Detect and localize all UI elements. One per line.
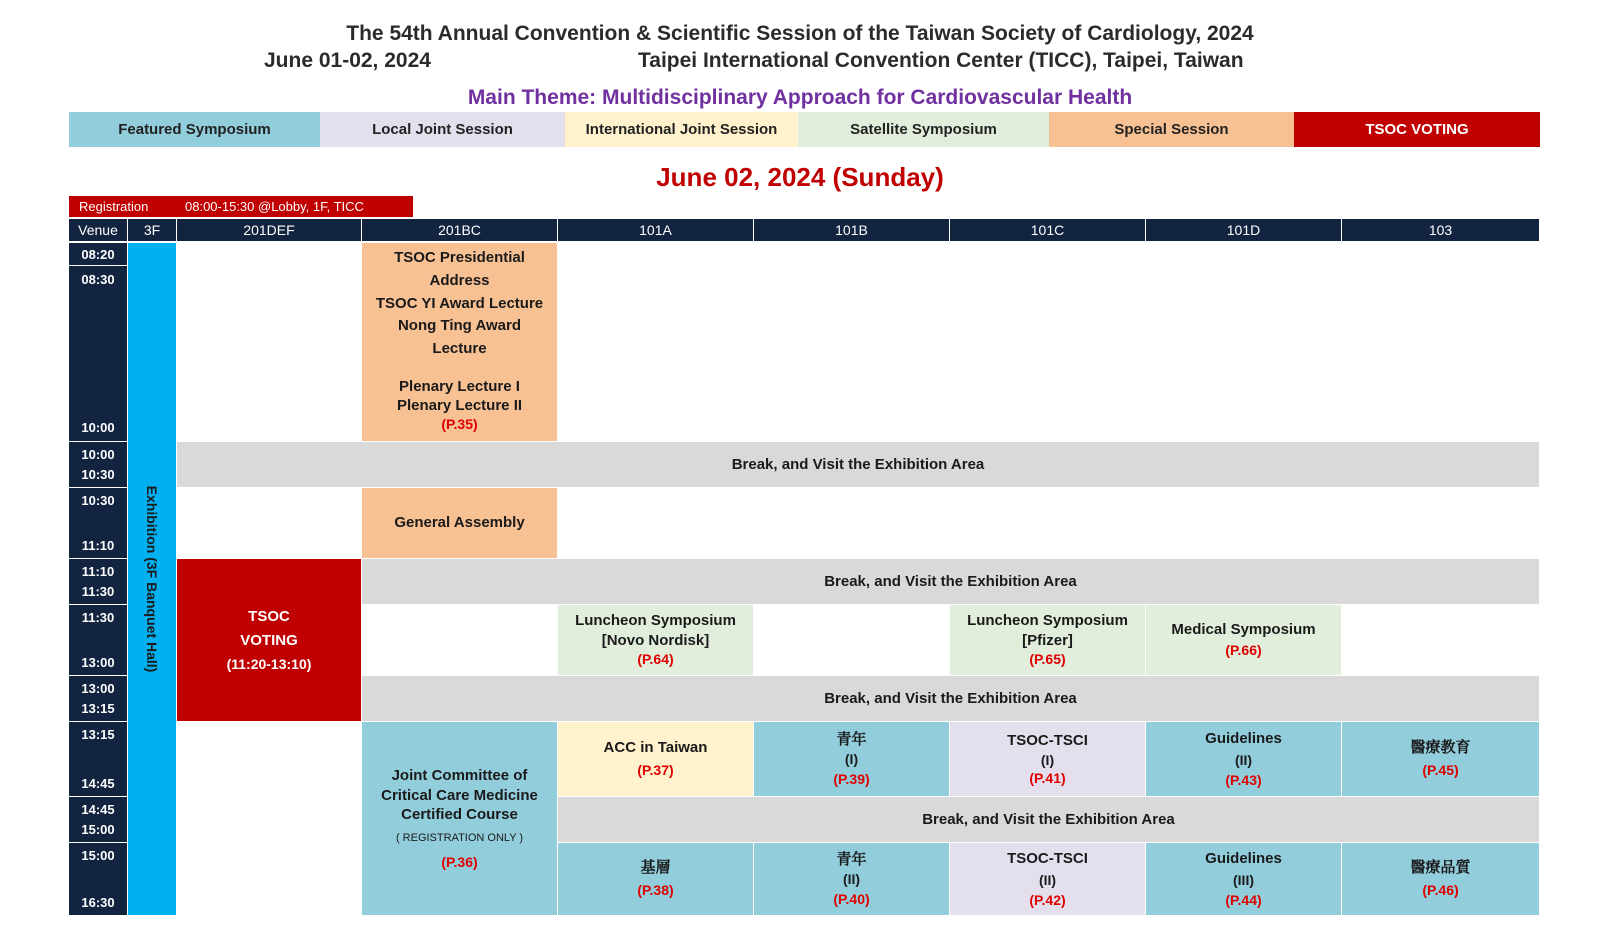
legend-special-session: Special Session — [1049, 112, 1294, 147]
session-tsoc-tsci-1[interactable] — [950, 722, 1145, 796]
registration-detail: 08:00-15:30 @Lobby, 1F, TICC — [185, 199, 364, 214]
page-ref: (P.66) — [1225, 641, 1262, 658]
time-end: 11:30 — [81, 584, 115, 599]
main-theme: Main Theme: Multidisciplinary Approach for Cardiovascular Health — [467, 86, 1133, 109]
column-header-3f: 3F — [128, 219, 176, 241]
event-dates: June 01-02, 2024 — [264, 49, 431, 72]
break-row-1300: Break, and Visit the Exhibition Area — [362, 676, 1539, 721]
column-header-101a: 101A — [558, 219, 753, 241]
time-slot-0830 — [69, 266, 127, 441]
session-title: 基層 — [640, 859, 671, 877]
session-line: Lecture — [432, 340, 487, 358]
page-ref: (P.64) — [637, 651, 674, 668]
session-title: 醫療品質 — [1410, 859, 1471, 877]
session-part: (I) — [844, 750, 859, 767]
time-start: 14:45 — [81, 802, 115, 817]
session-note: ( REGISTRATION ONLY ) — [395, 831, 524, 844]
page-ref: (P.38) — [637, 881, 674, 898]
session-part: (II) — [1038, 871, 1057, 888]
page-ref: (P.36) — [441, 853, 478, 870]
session-tsoc-tsci-2[interactable] — [950, 843, 1145, 915]
registration-label: Registration — [79, 199, 149, 214]
session-title: 醫療教育 — [1410, 739, 1471, 757]
session-title: ACC in Taiwan — [603, 739, 708, 757]
session-general-assembly[interactable] — [362, 488, 557, 558]
session-part: (II) — [1234, 751, 1253, 768]
time-slot-1500 — [69, 843, 127, 915]
time-start: 08:30 — [81, 272, 115, 287]
session-line: TSOC YI Award Lecture — [375, 294, 544, 312]
time-slot-1030 — [69, 488, 127, 558]
page-ref: (P.41) — [1029, 769, 1066, 786]
page-ref: (P.40) — [833, 890, 870, 907]
session-line: Address — [429, 271, 490, 289]
session-guidelines-2[interactable] — [1146, 722, 1341, 796]
break-row-1000: Break, and Visit the Exhibition Area — [177, 442, 1539, 487]
session-title: TSOC-TSCI — [1007, 849, 1088, 867]
session-critical-care-course[interactable] — [362, 722, 557, 915]
session-luncheon-novo-nordisk[interactable] — [558, 605, 753, 675]
event-title: The 54th Annual Convention & Scientific Session of the Taiwan Society of Cardiology, 2024 — [346, 22, 1254, 45]
legend-featured-symposium: Featured Symposium — [69, 112, 320, 147]
break-row-1110: Break, and Visit the Exhibition Area — [362, 559, 1539, 604]
time-start: 13:00 — [81, 681, 115, 696]
time-slot-1300 — [69, 676, 127, 721]
column-header-201def: 201DEF — [177, 219, 361, 241]
legend-tsoc-voting: TSOC VOTING — [1294, 112, 1540, 147]
exhibition-label: Exhibition (3F Banquet Hall) — [144, 485, 160, 673]
page-ref: (P.42) — [1029, 891, 1066, 908]
session-acc-in-taiwan[interactable] — [558, 722, 753, 796]
session-line: Plenary Lecture II — [396, 397, 523, 415]
column-header-101c: 101C — [950, 219, 1145, 241]
day-title: June 02, 2024 (Sunday) — [656, 162, 944, 192]
time-slot-1110 — [69, 559, 127, 604]
session-title: General Assembly — [394, 513, 525, 531]
session-title: TSOC-TSCI — [1007, 732, 1088, 750]
session-medical-education[interactable] — [1342, 722, 1539, 796]
time-start: 08:20 — [81, 247, 115, 262]
page-ref: (P.46) — [1422, 881, 1459, 898]
event-venue: Taipei International Convention Center (TICC), Taipei, Taiwan — [638, 49, 1244, 72]
session-line: Nong Ting Award — [397, 317, 522, 335]
session-sponsor: [Pfizer] — [1022, 631, 1073, 649]
time-end: 15:00 — [81, 822, 115, 837]
session-title: VOTING — [240, 631, 298, 649]
session-medical-symposium[interactable] — [1146, 605, 1341, 675]
column-header-103: 103 — [1342, 219, 1539, 241]
time-end: 10:30 — [81, 467, 115, 482]
session-grassroots[interactable] — [558, 843, 753, 915]
time-end: 16:30 — [81, 895, 115, 910]
session-medical-quality[interactable] — [1342, 843, 1539, 915]
time-slot-1445 — [69, 797, 127, 842]
time-end: 13:15 — [81, 701, 115, 716]
session-title: Certified Course — [401, 806, 518, 823]
time-end: 13:00 — [81, 655, 115, 670]
time-start: 15:00 — [81, 848, 115, 863]
page-ref: (P.43) — [1225, 771, 1262, 788]
legend-local-joint-session: Local Joint Session — [320, 112, 565, 147]
session-guidelines-3[interactable] — [1146, 843, 1341, 915]
session-part: (I) — [1040, 751, 1055, 768]
page-ref: (P.35) — [441, 415, 478, 432]
page-ref: (P.37) — [637, 761, 674, 778]
time-start: 10:00 — [81, 447, 115, 462]
page-ref: (P.65) — [1029, 651, 1066, 668]
time-start: 13:15 — [81, 727, 115, 742]
session-title: Joint Committee of — [391, 767, 528, 784]
legend-international-joint-session: International Joint Session — [565, 112, 798, 147]
session-title: TSOC — [248, 607, 290, 625]
session-title: Luncheon Symposium — [575, 612, 736, 630]
time-end: 11:10 — [81, 538, 115, 553]
session-title: Medical Symposium — [1171, 621, 1316, 639]
session-title: Luncheon Symposium — [967, 612, 1128, 630]
page-ref: (P.45) — [1422, 761, 1459, 778]
time-slot-1000 — [69, 442, 127, 487]
session-title: 青年 — [836, 730, 867, 748]
page-ref: (P.44) — [1225, 891, 1262, 908]
column-header-201bc: 201BC — [362, 219, 557, 241]
time-start: 10:30 — [81, 493, 115, 508]
session-presidential-address[interactable] — [362, 243, 557, 441]
time-slot-1130 — [69, 605, 127, 675]
session-part: (II) — [842, 870, 861, 887]
exhibition-column — [128, 243, 176, 915]
column-header-101b: 101B — [754, 219, 949, 241]
break-row-1445: Break, and Visit the Exhibition Area — [558, 797, 1539, 842]
session-tsoc-voting[interactable] — [177, 559, 361, 721]
page-ref: (P.39) — [833, 770, 870, 787]
column-header-101d: 101D — [1146, 219, 1341, 241]
session-title: Guidelines — [1205, 729, 1282, 747]
session-part: (III) — [1233, 871, 1254, 888]
session-youth-2[interactable] — [754, 843, 949, 915]
registration-bar — [69, 196, 413, 217]
time-slot-0820 — [69, 243, 127, 265]
session-luncheon-pfizer[interactable] — [950, 605, 1145, 675]
time-end: 14:45 — [81, 776, 115, 791]
session-line: Plenary Lecture I — [399, 377, 520, 395]
session-title: Guidelines — [1205, 849, 1282, 867]
time-end: 10:00 — [81, 420, 115, 435]
time-start: 11:30 — [81, 610, 115, 625]
session-time: (11:20-13:10) — [226, 655, 312, 672]
session-line: TSOC Presidential — [394, 249, 525, 266]
session-youth-1[interactable] — [754, 722, 949, 796]
session-title: 青年 — [836, 850, 867, 868]
time-slot-1315 — [69, 722, 127, 796]
legend-satellite-symposium: Satellite Symposium — [798, 112, 1049, 147]
session-title: Critical Care Medicine — [381, 786, 538, 804]
session-sponsor: [Novo Nordisk] — [601, 631, 710, 649]
time-start: 11:10 — [81, 564, 115, 579]
column-header-venue: Venue — [69, 219, 127, 241]
